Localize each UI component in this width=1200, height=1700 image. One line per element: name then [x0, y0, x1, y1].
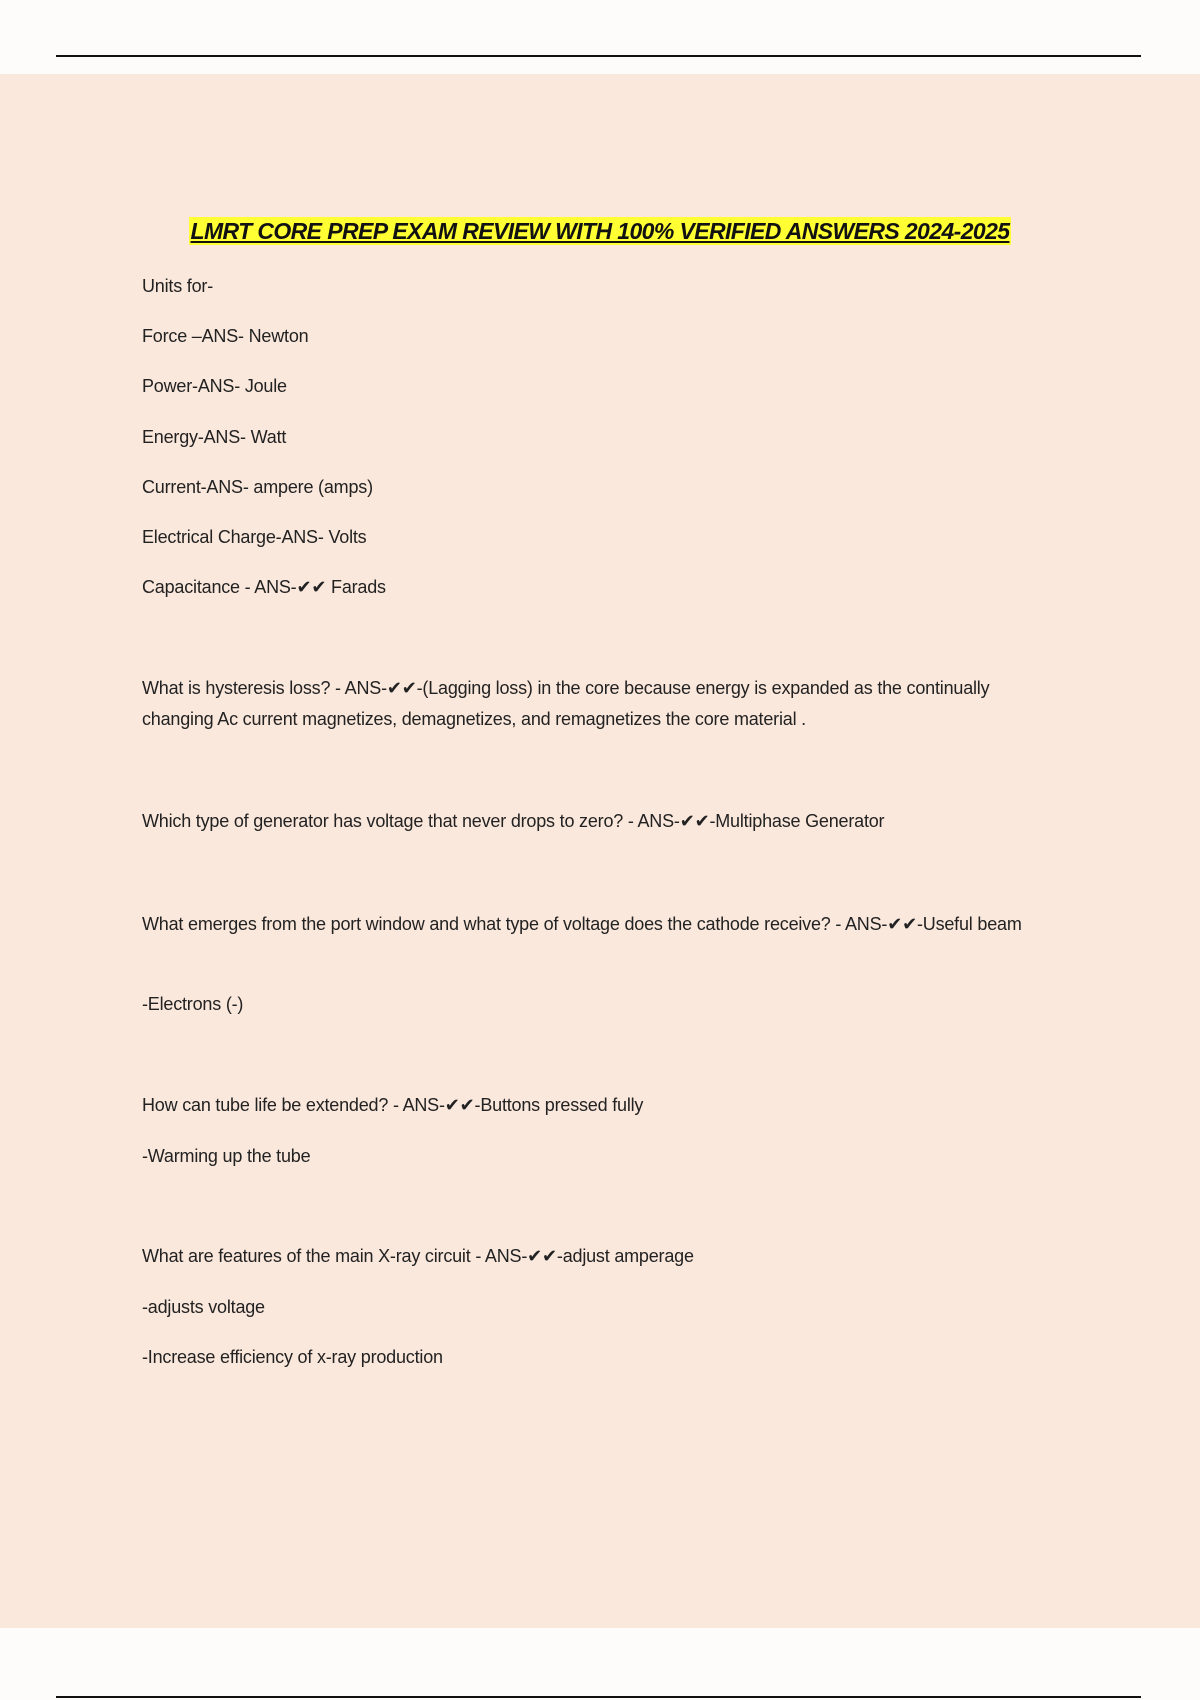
footer-rule: [56, 1696, 1141, 1698]
text-line: Energy-ANS- Watt: [142, 427, 287, 447]
text-line: Current-ANS- ampere (amps): [142, 477, 373, 497]
document-title: [0, 218, 1200, 245]
question-port-window: What emerges from the port window and what type of voltage does the cathode receive? - ANS-✔✔-Useful beam: [142, 914, 1022, 934]
text-line: Capacitance - ANS-✔✔ Farads: [142, 577, 386, 597]
question-hysteresis: What is hysteresis loss? - ANS-✔✔-(Lagging loss) in the core because energy is expanded as the continually changing Ac current magnetizes, demagnetizes, and remagnetizes the core material .: [142, 678, 990, 729]
question-xray-circuit: What are features of the main X-ray circuit - ANS-✔✔-adjust amperage: [142, 1246, 694, 1266]
title-text: LMRT CORE PREP EXAM REVIEW WITH 100% VERIFIED ANSWERS 2024-2025: [190, 218, 1010, 244]
text-line: -adjusts voltage: [142, 1297, 265, 1317]
text-line: Electrical Charge-ANS- Volts: [142, 527, 367, 547]
text-line: Units for-: [142, 276, 214, 296]
text-line: Power-ANS- Joule: [142, 376, 287, 396]
text-line: -Warming up the tube: [142, 1146, 311, 1166]
question-generator: Which type of generator has voltage that never drops to zero? - ANS-✔✔-Multiphase Generator: [142, 811, 885, 831]
text-line: -Electrons (-): [142, 994, 244, 1014]
header-rule: [56, 55, 1141, 57]
text-line: Force –ANS- Newton: [142, 326, 309, 346]
page-background: [0, 74, 1200, 1628]
text-line: -Increase efficiency of x-ray production: [142, 1347, 443, 1367]
question-tube-life: How can tube life be extended? - ANS-✔✔-Buttons pressed fully: [142, 1095, 644, 1115]
